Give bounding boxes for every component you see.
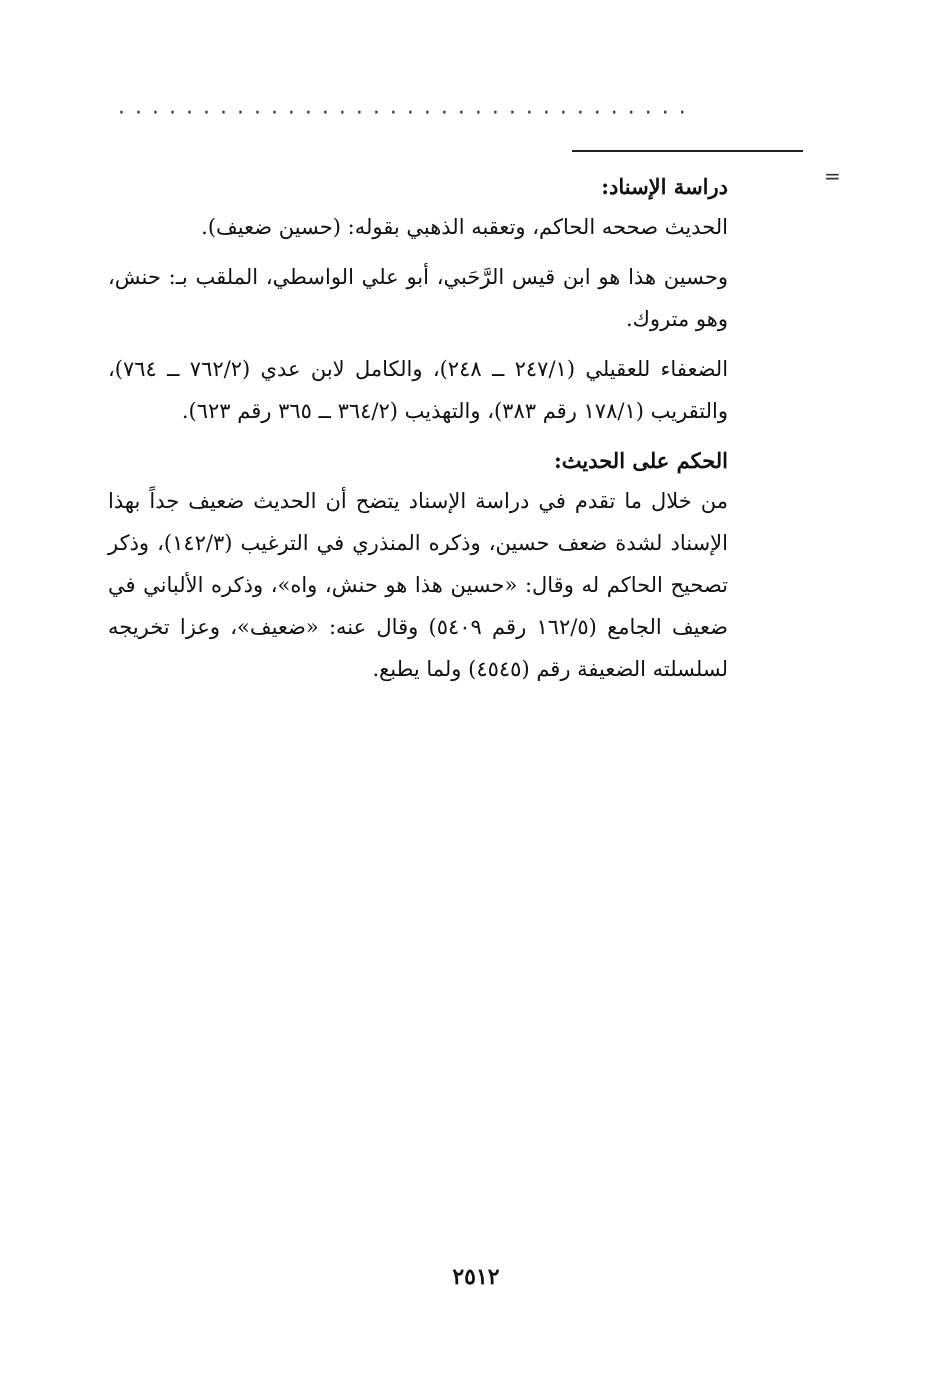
paragraph-references: الضعفاء للعقيلي (٢٤٧/١ ــ ٢٤٨)، والكامل لابن عدي (٧٦٢/٢ ــ ٧٦٤)، والتقريب (١٧٨/١ رقم ٣٨٣)، والتهذيب (٣٦٤/٢ ــ ٣٦٥ رقم ٦٢٣). [108,357,729,423]
dotted-separator: ·································· [118,104,696,124]
paragraph-narrator: وحسين هذا هو ابن قيس الرَّحَبي، أبو علي الواسطي، الملقب بـ: حنش، وهو متروك. [108,265,728,331]
page-number: ٢٥١٢ [452,1264,500,1290]
continuation-mark: = [824,164,841,188]
footnote-rule [572,150,803,152]
section-heading-ruling: الحكم على الحديث: [554,448,728,473]
paragraph-authentication: الحديث صححه الحاكم، وتعقبه الذهبي بقوله: (حسين ضعيف). [201,215,728,239]
section-heading-isnad: دراسة الإسناد: [601,174,728,199]
paragraph-ruling: من خلال ما تقدم في دراسة الإسناد يتضح أن الحديث ضعيف جداً بهذا الإسناد لشدة ضعف حسين، وذكره المنذري في الترغيب (١٤٢/٣)، وذكر تصحيح الحاكم له وقال: «حسين هذا هو حنش، واه»، وذكره الألباني في ضعيف الجامع (١٦٢/٥ رقم ٥٤٠٩) وقال عنه: «ضعيف»، وعزا تخريجه لسلسلته الضعيفة رقم (٤٥٤٥) ولما يطبع. [108,489,728,681]
page-body [108,168,728,698]
